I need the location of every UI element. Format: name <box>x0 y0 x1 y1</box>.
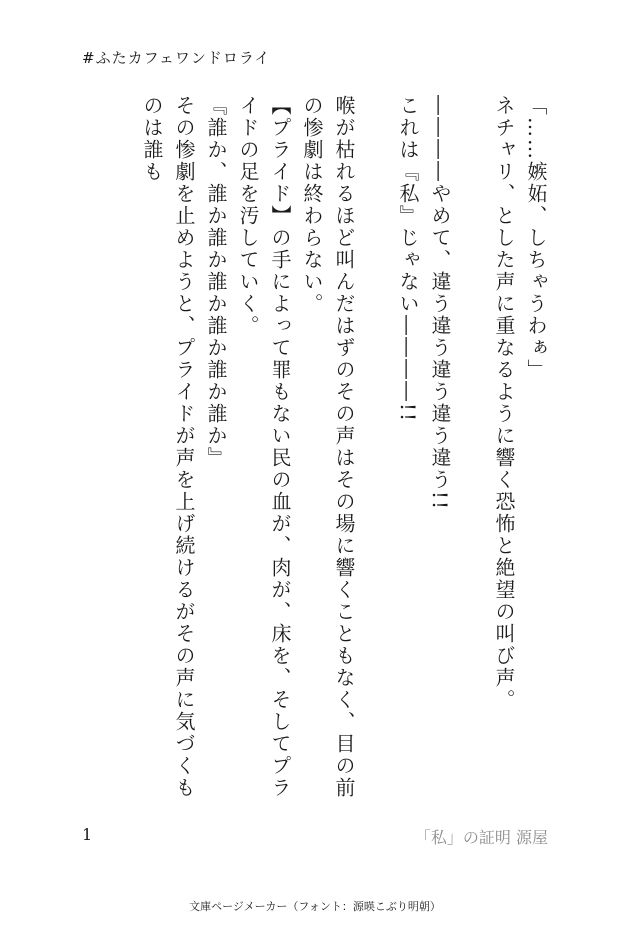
body-line: 【プライド】の手によって罪もない民の血が、肉が、床を、そしてプライドの足を汚していく。 <box>236 95 292 799</box>
page-number: 1 <box>82 825 93 844</box>
body-line: これは『私』じゃない――――!! <box>396 95 420 424</box>
header-hashtag: #ふたカフェワンドロライ <box>82 49 271 67</box>
body-line: 「……嫉妬、しちゃうわぁ」 <box>524 95 548 381</box>
body-line: ――――やめて、違う違う違う違う違う!! <box>428 95 452 512</box>
body-line: 『誰か、誰か誰か誰か誰か誰か誰か』 <box>204 95 228 469</box>
body-line: 喉が枯れるほど叫んだはずのその声はその場に響くこともなく、目の前の惨劇は終わらない。 <box>300 95 356 799</box>
body-line: その惨劇を止めようと、プライドが声を上げ続けるがその声に気づくものは誰も <box>140 95 196 799</box>
generator-credit: 文庫ページメーカー（フォント：源暎こぶり明朝） <box>189 900 441 913</box>
vertical-body-text <box>136 95 552 805</box>
running-footer-title: 「私」の証明 源屋 <box>414 828 548 847</box>
blank-line <box>456 95 488 805</box>
blank-line <box>360 95 392 805</box>
body-line: ネチャリ、とした声に重なるように響く恐怖と絶望の叫び声。 <box>492 95 516 711</box>
